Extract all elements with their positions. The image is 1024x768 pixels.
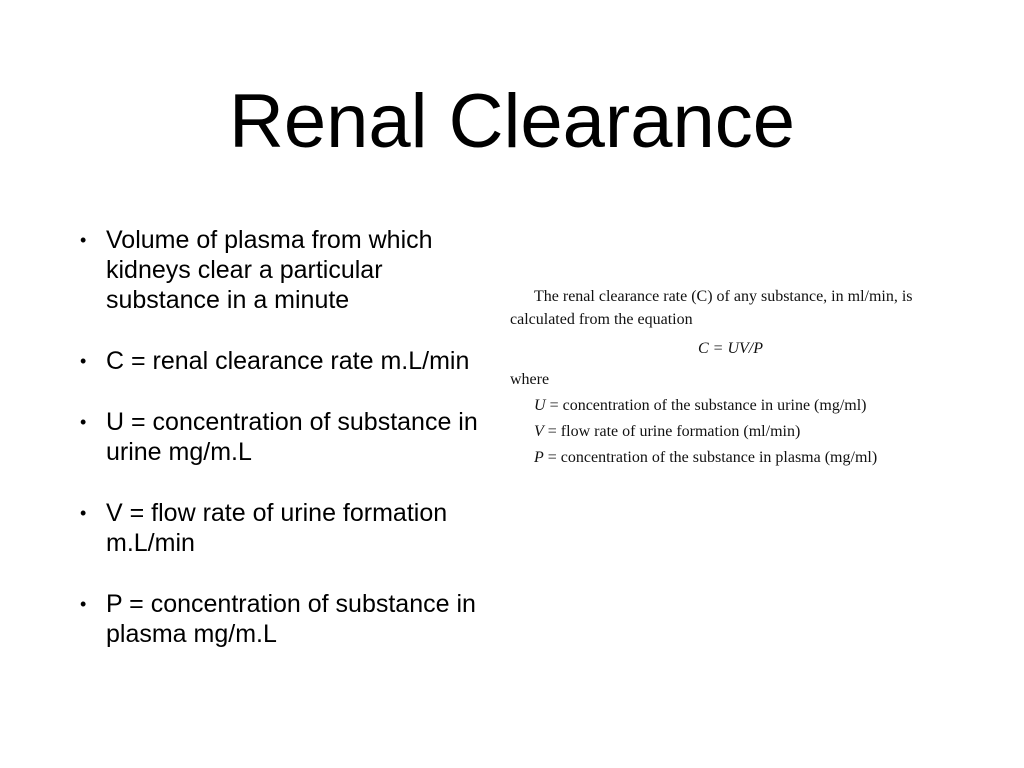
bullet-item-c [80,346,500,376]
definition-symbol: V [534,423,544,440]
bullet-icon: • [80,594,87,614]
bullet-text: C = renal clearance rate m.L/min [106,347,470,375]
bullet-text: Volume of plasma from which kidneys clear a particular substance in a minute [106,226,433,314]
bullet-text: V = flow rate of urine formation m.L/min [106,499,448,557]
bullet-text: P = concentration of substance in plasma mg/m.L [106,590,476,648]
textbook-excerpt-image [510,285,980,471]
definition-v [510,419,980,445]
bullet-icon: • [80,412,87,432]
definition-u [510,393,980,419]
bullet-text: U = concentration of substance in urine mg/m.L [106,408,478,466]
bullet-item-u [80,407,500,467]
bullet-item-v [80,498,500,558]
bullet-icon: • [80,351,87,371]
bullet-item-p [80,589,500,649]
excerpt-intro: The renal clearance rate (C) of any substance, in ml/min, is calculated from the equation [510,288,913,328]
excerpt-where: where [510,371,550,388]
bullet-item-definition [80,225,500,315]
bullet-icon: • [80,230,87,250]
definition-text: = concentration of the substance in urine (mg/ml) [545,397,867,414]
definition-symbol: U [534,397,546,414]
definition-text: = concentration of the substance in plasma (mg/ml) [543,449,878,466]
bullet-icon: • [80,503,87,523]
bullet-list [80,225,500,680]
clearance-equation: C = UV/P [698,340,764,357]
definition-symbol: P [534,449,544,466]
definition-text: = flow rate of urine formation (ml/min) [543,423,801,440]
slide-title: Renal Clearance [228,79,796,164]
definition-p [510,445,980,471]
